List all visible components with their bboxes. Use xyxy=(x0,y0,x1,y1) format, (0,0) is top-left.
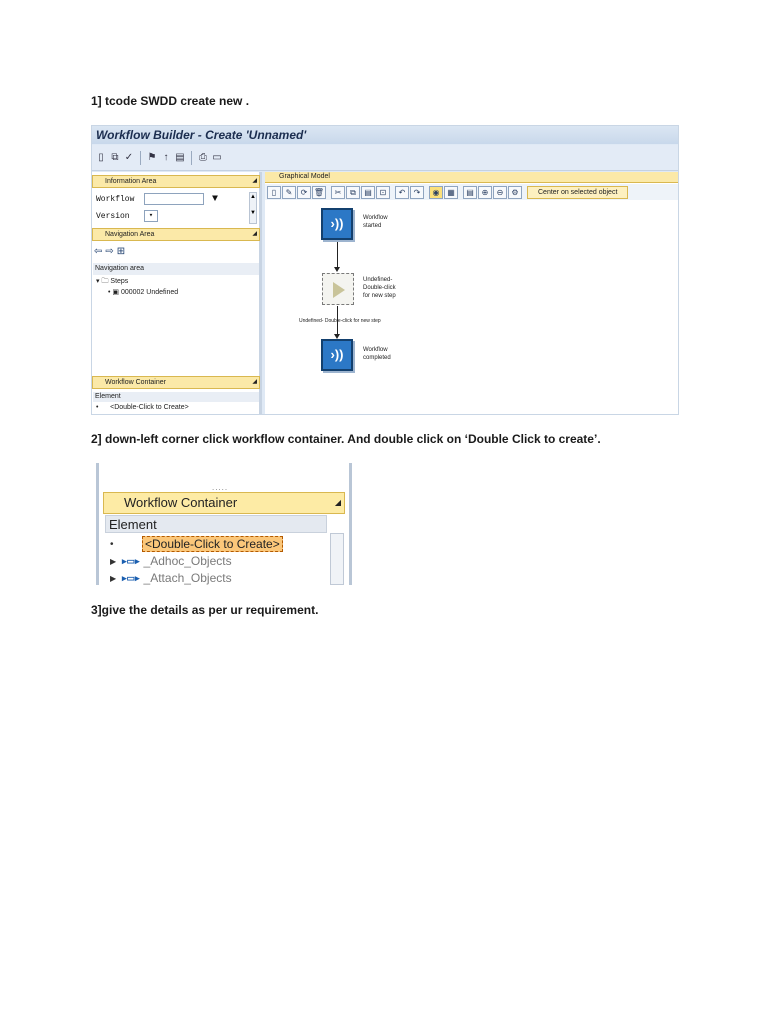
element-column-header: Element xyxy=(93,392,259,402)
workflow-label: Workflow xyxy=(96,194,135,204)
workflow-container-label: Workflow Container xyxy=(105,379,166,386)
change-icon[interactable]: ⟳ xyxy=(297,186,311,199)
insert-icon[interactable]: ⊡ xyxy=(376,186,390,199)
new-document-icon[interactable]: ▯ xyxy=(98,151,104,163)
workflow-completed-node[interactable]: ›)) xyxy=(321,339,353,371)
graphical-model-pane xyxy=(265,172,679,415)
workflow-started-node[interactable]: ›)) xyxy=(321,208,353,240)
bullet-icon: • xyxy=(110,538,114,550)
graphical-model-header: Graphical Model xyxy=(265,172,679,183)
graphical-toolbar xyxy=(265,184,679,200)
information-area-label: Information Area xyxy=(105,178,157,185)
paste-icon[interactable]: ▤ xyxy=(361,186,375,199)
navigation-toolbar xyxy=(94,244,125,258)
toolbar-separator xyxy=(140,151,141,165)
activate-icon[interactable]: ⚑ xyxy=(147,151,157,163)
branch-label: Undefined- Double-click for new step xyxy=(299,318,381,324)
object-reference-icon: ▸▭▸ xyxy=(122,555,140,566)
undo-icon[interactable]: ↶ xyxy=(395,186,409,199)
double-click-to-create-item[interactable] xyxy=(110,536,283,552)
workflow-row xyxy=(96,193,218,205)
workflow-completed-label: Workflow completed xyxy=(363,347,391,361)
overview-icon[interactable]: ▤ xyxy=(463,186,477,199)
navigation-area-title: Navigation area xyxy=(93,263,259,275)
back-arrow-icon[interactable]: ⇦ xyxy=(94,245,103,257)
info-scrollbar[interactable]: ▲ ▼ xyxy=(249,192,257,224)
layout-icon[interactable]: ▦ xyxy=(444,186,458,199)
copy-icon[interactable]: ⧉ xyxy=(346,186,360,199)
redo-icon[interactable]: ↷ xyxy=(410,186,424,199)
tree-steps-label: Steps xyxy=(110,278,129,285)
workflow-started-label: Workflow started xyxy=(363,215,388,229)
resize-corner-icon: ◢ xyxy=(252,178,257,184)
resize-corner-icon: ◢ xyxy=(334,498,341,507)
version-label: Version xyxy=(96,211,130,221)
version-row xyxy=(96,210,158,222)
window-icon[interactable]: ▭ xyxy=(212,151,222,163)
test-icon[interactable]: ↑ xyxy=(163,151,169,163)
check-icon[interactable]: ✓ xyxy=(124,151,134,163)
overview-icon[interactable]: ▤ xyxy=(175,151,185,163)
edit-icon[interactable]: ✎ xyxy=(282,186,296,199)
dropdown-arrow-icon[interactable]: ▼ xyxy=(212,193,219,205)
version-dropdown[interactable]: ▾ xyxy=(144,210,158,222)
container-item-attach-objects[interactable] xyxy=(110,571,232,585)
navigation-area-header[interactable] xyxy=(92,228,260,241)
element-column-header: Element xyxy=(105,515,327,533)
delete-icon[interactable]: 🗑 xyxy=(313,187,325,197)
window-title: Workflow Builder - Create 'Unnamed' xyxy=(92,126,678,144)
connector-line xyxy=(337,242,338,269)
new-icon[interactable]: ▯ xyxy=(267,186,281,199)
resize-corner-icon: ◢ xyxy=(252,379,257,385)
step-3-instruction: 3]give the details as per ur requirement. xyxy=(91,603,319,617)
container-scrollbar[interactable] xyxy=(330,533,344,585)
workflow-container-label: Workflow Container xyxy=(124,495,238,510)
print-icon[interactable]: ⎙ xyxy=(199,151,207,163)
undefined-step-label: Undefined- Double-click for new step xyxy=(363,277,396,299)
navigation-tree xyxy=(96,276,178,298)
navigation-area-label: Navigation Area xyxy=(105,231,155,238)
element-item-label: <Double-Click to Create> xyxy=(110,404,189,411)
undefined-step-node[interactable] xyxy=(322,273,354,305)
expand-arrow-icon[interactable]: ▶ xyxy=(110,556,117,566)
tree-item-label: 000002 Undefined xyxy=(120,289,179,296)
main-toolbar xyxy=(92,145,678,171)
resize-corner-icon: ◢ xyxy=(252,231,257,237)
step-1-instruction: 1] tcode SWDD create new . xyxy=(91,94,250,108)
object-reference-icon: ▸▭▸ xyxy=(122,572,140,583)
undefined-step-icon xyxy=(333,282,345,298)
tree-node-undefined[interactable]: • ▣ 000002 Undefined xyxy=(108,289,179,296)
left-pane xyxy=(92,172,262,415)
step-icon[interactable]: ◉ xyxy=(429,186,443,199)
settings-icon[interactable]: ⚙ xyxy=(508,186,522,199)
toolbar-separator xyxy=(191,151,192,165)
container-item-adhoc-objects[interactable] xyxy=(110,554,232,568)
double-click-to-create-item[interactable]: • <Double-Click to Create> xyxy=(96,404,189,411)
forward-arrow-icon[interactable]: ⇨ xyxy=(105,245,114,257)
expand-arrow-icon[interactable]: ▶ xyxy=(110,573,117,583)
workflow-builder-screenshot xyxy=(91,125,679,415)
information-area-header[interactable] xyxy=(92,175,260,188)
zoom-out-icon[interactable]: ⊖ xyxy=(493,186,507,199)
double-click-to-create-label[interactable]: <Double-Click to Create> xyxy=(142,536,283,552)
attach-objects-label: _Attach_Objects xyxy=(143,571,232,585)
step-2-instruction: 2] down-left corner click workflow container. And double click on ‘Double Click to create’. xyxy=(91,432,601,446)
copy-icon[interactable]: ⧉ xyxy=(111,151,119,163)
resize-handle-icon[interactable]: ..... xyxy=(212,483,229,492)
tree-icon[interactable]: ⊞ xyxy=(116,245,126,257)
adhoc-objects-label: _Adhoc_Objects xyxy=(143,554,232,568)
workflow-field[interactable] xyxy=(144,193,204,205)
cut-icon[interactable]: ✂ xyxy=(331,186,345,199)
tree-node-steps[interactable]: ▾ 🗀 Steps xyxy=(96,278,129,285)
zoom-in-icon[interactable]: ⊕ xyxy=(478,186,492,199)
workflow-container-header[interactable] xyxy=(92,376,260,389)
workflow-container-header[interactable] xyxy=(103,492,345,514)
center-on-selected-object-button[interactable]: Center on selected object xyxy=(527,186,628,199)
connector-arrow-icon xyxy=(334,267,340,272)
